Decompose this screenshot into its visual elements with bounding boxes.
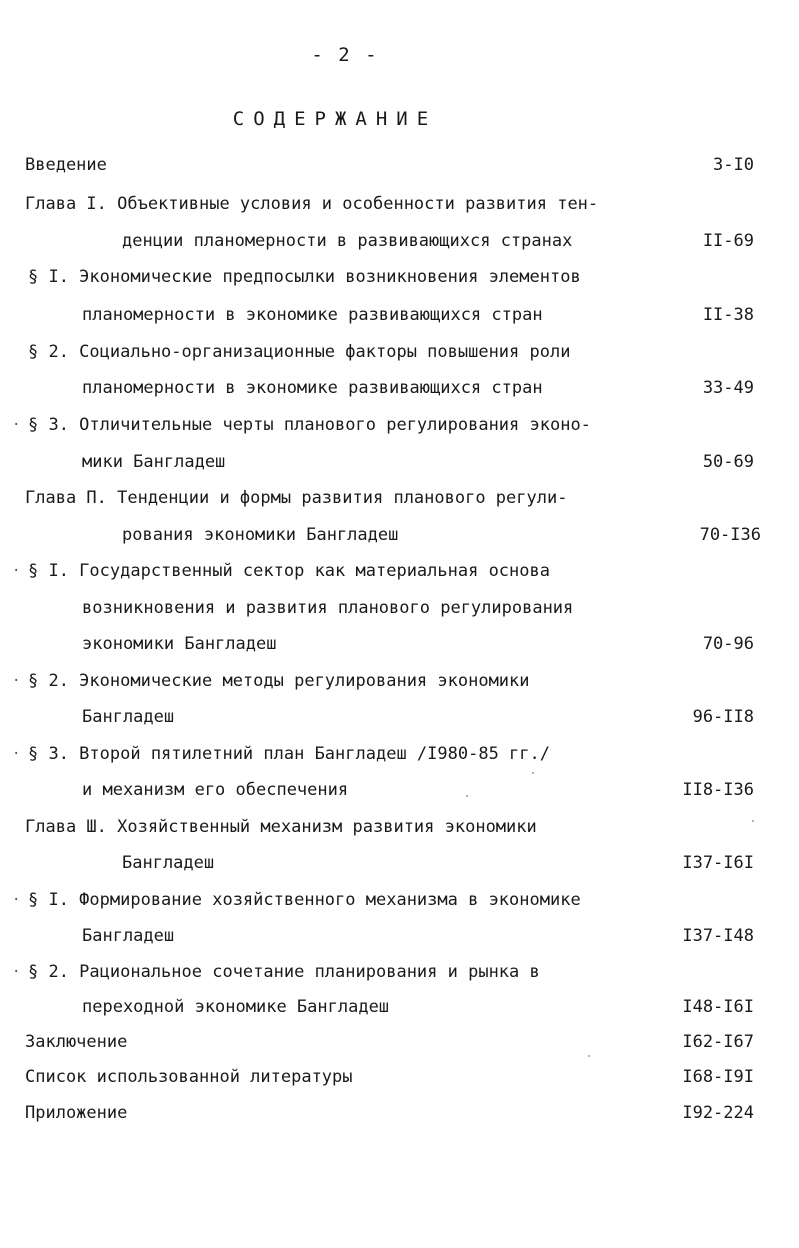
toc-entry-title: § 2. Социально-организационные факторы повышения роли bbox=[28, 342, 571, 362]
toc-entry-pages: I37-I48 bbox=[682, 926, 754, 946]
margin-mark: · bbox=[12, 417, 21, 433]
toc-entry-title-continued: возникновения и развития планового регулирования bbox=[82, 598, 574, 618]
toc-entry-pages: 33-49 bbox=[702, 378, 754, 398]
scan-speck bbox=[466, 795, 468, 797]
toc-entry-title: Глава П. Тенденции и формы развития планового регули- bbox=[25, 488, 568, 508]
toc-entry-title: Список использованной литературы bbox=[25, 1067, 353, 1087]
toc-entry-title-continued: и механизм его обеспечения bbox=[82, 780, 349, 800]
toc-entry-pages: 50-69 bbox=[702, 452, 754, 472]
toc-entry-title-continued: Бангладеш bbox=[82, 707, 175, 727]
toc-entry-title: § 2. Экономические методы регулирования экономики bbox=[28, 671, 530, 691]
toc-entry-pages: 3-I0 bbox=[713, 155, 754, 175]
toc-entry-pages: II-69 bbox=[702, 231, 754, 251]
toc-entry-title: § I. Формирование хозяйственного механизма в экономике bbox=[28, 890, 581, 910]
toc-entry-title: § I. Экономические предпосылки возникновения элементов bbox=[28, 267, 581, 287]
toc-entry-title-continued: переходной экономике Бангладеш bbox=[82, 997, 390, 1017]
toc-entry-title-continued: мики Бангладеш bbox=[82, 452, 226, 472]
toc-entry-pages: I37-I6I bbox=[682, 853, 754, 873]
margin-mark: · bbox=[12, 673, 21, 689]
scan-speck bbox=[752, 820, 754, 822]
toc-entry-title-continued: Бангладеш bbox=[122, 853, 215, 873]
margin-mark: · bbox=[12, 746, 21, 762]
toc-entry-pages: II-38 bbox=[702, 305, 754, 325]
scan-speck bbox=[588, 1055, 590, 1057]
toc-entry-pages: 70-96 bbox=[702, 634, 754, 654]
toc-entry-pages: 70-I36 bbox=[699, 525, 761, 545]
toc-entry-title: § 3. Отличительные черты планового регулирования эконо- bbox=[28, 415, 591, 435]
toc-entry-pages: I62-I67 bbox=[682, 1032, 754, 1052]
toc-entry-title: Заключение bbox=[25, 1032, 128, 1052]
toc-entry-title-continued: рования экономики Бангладеш bbox=[122, 525, 399, 545]
page-number: - 2 - bbox=[311, 44, 379, 66]
toc-entry-title: Глава I. Объективные условия и особенности развития тен- bbox=[25, 194, 599, 214]
toc-entry-title-continued: экономики Бангладеш bbox=[82, 634, 277, 654]
toc-entry-pages: II8-I36 bbox=[682, 780, 754, 800]
margin-mark: · bbox=[12, 563, 21, 579]
scan-speck bbox=[532, 772, 534, 774]
toc-entry-pages: I68-I9I bbox=[682, 1067, 754, 1087]
toc-heading: СОДЕРЖАНИЕ bbox=[232, 108, 438, 130]
margin-mark: · bbox=[12, 892, 21, 908]
toc-entry-title: Глава Ш. Хозяйственный механизм развития экономики bbox=[25, 817, 537, 837]
toc-entry-title: Введение bbox=[25, 155, 107, 175]
toc-entry-title-continued: планомерности в экономике развивающихся стран bbox=[82, 378, 543, 398]
toc-entry-pages: I92-224 bbox=[682, 1103, 754, 1123]
toc-entry-title-continued: Бангладеш bbox=[82, 926, 175, 946]
toc-entry-title-continued: планомерности в экономике развивающихся стран bbox=[82, 305, 543, 325]
toc-entry-title: § 3. Второй пятилетний план Бангладеш /I980-85 гг./ bbox=[28, 744, 550, 764]
toc-entry-title: Приложение bbox=[25, 1103, 128, 1123]
toc-entry-pages: 96-II8 bbox=[692, 707, 754, 727]
toc-entry-title: § 2. Рациональное сочетание планирования и рынка в bbox=[28, 962, 540, 982]
margin-mark: · bbox=[12, 964, 21, 980]
toc-entry-title: § I. Государственный сектор как материальная основа bbox=[28, 561, 550, 581]
toc-entry-pages: I48-I6I bbox=[682, 997, 754, 1017]
toc-entry-title-continued: денции планомерности в развивающихся странах bbox=[122, 231, 573, 251]
